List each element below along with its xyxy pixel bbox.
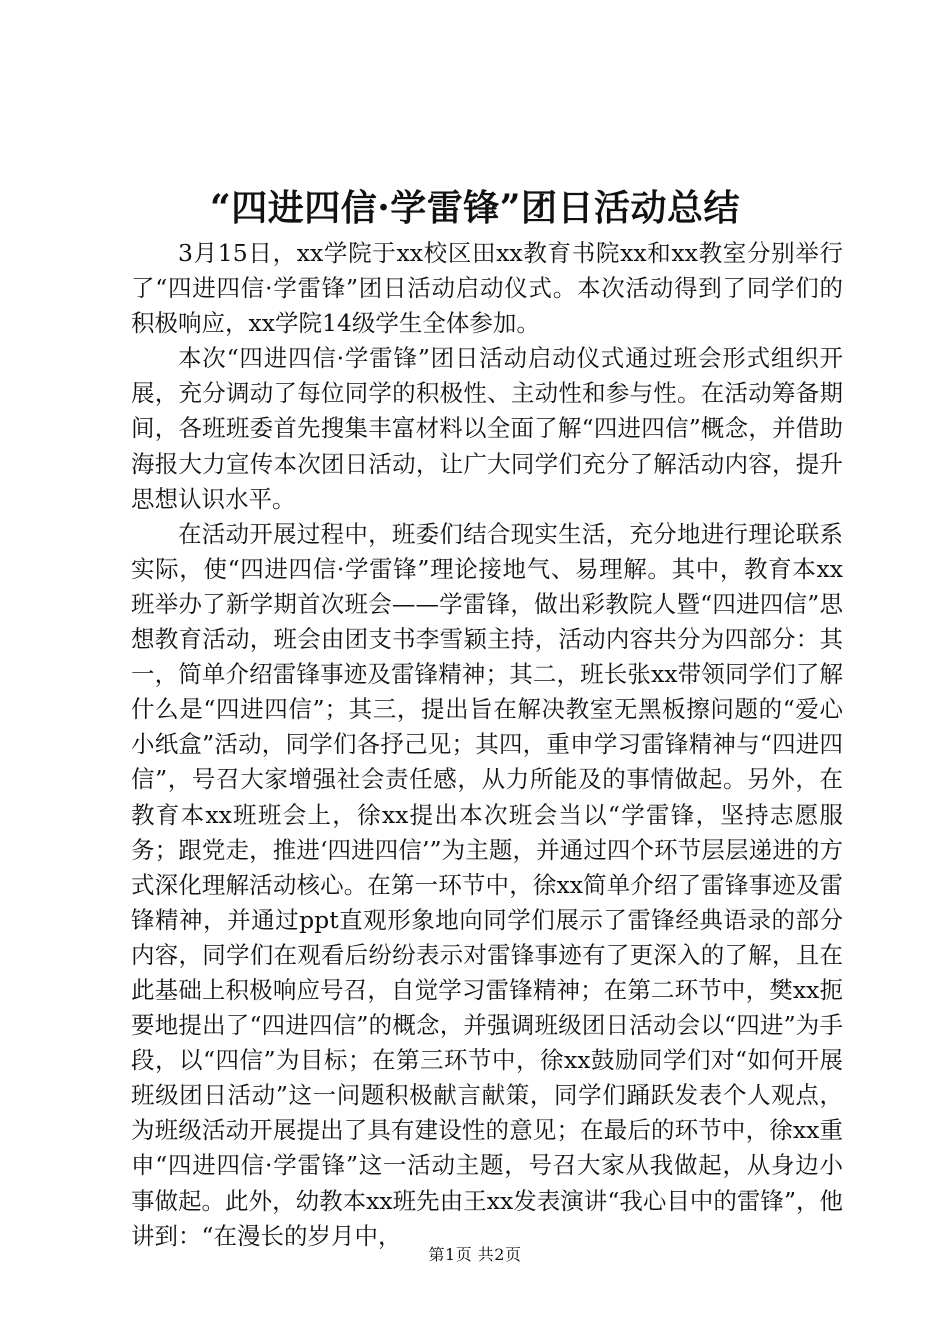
document-title: “四进四信·学雷锋”团日活动总结 xyxy=(210,187,740,229)
paragraph-3: 在活动开展过程中，班委们结合现实生活，充分地进行理论联系实际，使“四进四信·学雷锋”理论接地气、易理解。其中，教育本xx班举办了新学期首次班会——学雷锋，做出彩教院人暨“四进四信”思想教育活动，班会由团支书李雪颖主持，活动内容共分为四部分：其一，简单介绍雷锋事迹及雷锋精神；其二，班长张xx带领同学们了解什么是“四进四信”；其三，提出旨在解决教室无黑板擦问题的“爱心小纸盒”活动，同学们各抒己见；其四，重申学习雷锋精神与“四进四信”，号召大家增强社会责任感，从力所能及的事情做起。另外，在教育本xx班班会上，徐xx提出本次班会当以“学雷锋，坚持志愿服务；跟党走，推进‘四进四信’”为主题，并通过四个环节层层递进的方式深化理解活动核心。在第一环节中，徐xx简单介绍了雷锋事迹及雷锋精神，并通过ppt直观形象地向同学们展示了雷锋经典语录的部分内容，同学们在观看后纷纷表示对雷锋事迹有了更深入的了解，且在此基础上积极响应号召，自觉学习雷锋精神；在第二环节中，樊xx扼要地提出了“四进四信”的概念，并强调班级团日活动会以“四进”为手段，以“四信”为目标；在第三环节中，徐xx鼓励同学们对“如何开展班级团日活动”这一问题积极献言献策，同学们踊跃发表个人观点，为班级活动开展提出了具有建设性的意见；在最后的环节中，徐xx重申“四进四信·学雷锋”这一活动主题，号召大家从我做起，从身边小事做起。此外，幼教本xx班先由王xx发表演讲“我心目中的雷锋”，他讲到：“在漫长的岁月中， xyxy=(131,519,843,1250)
paragraph-2: 本次“四进四信·学雷锋”团日活动启动仪式通过班会形式组织开展，充分调动了每位同学的积极性、主动性和参与性。在活动筹备期间，各班班委首先搜集丰富材料以全面了解“四进四信”概念，并借助海报大力宣传本次团日活动，让广大同学们充分了解活动内容，提升思想认识水平。 xyxy=(131,344,843,513)
document-body xyxy=(131,236,843,1254)
paragraph-1: 3月15日，xx学院于xx校区田xx教育书院xx和xx教室分别举行了“四进四信·学雷锋”团日活动启动仪式。本次活动得到了同学们的积极响应，xx学院14级学生全体参加。 xyxy=(131,239,843,338)
page-footer: 第1页 共2页 xyxy=(428,1245,522,1264)
